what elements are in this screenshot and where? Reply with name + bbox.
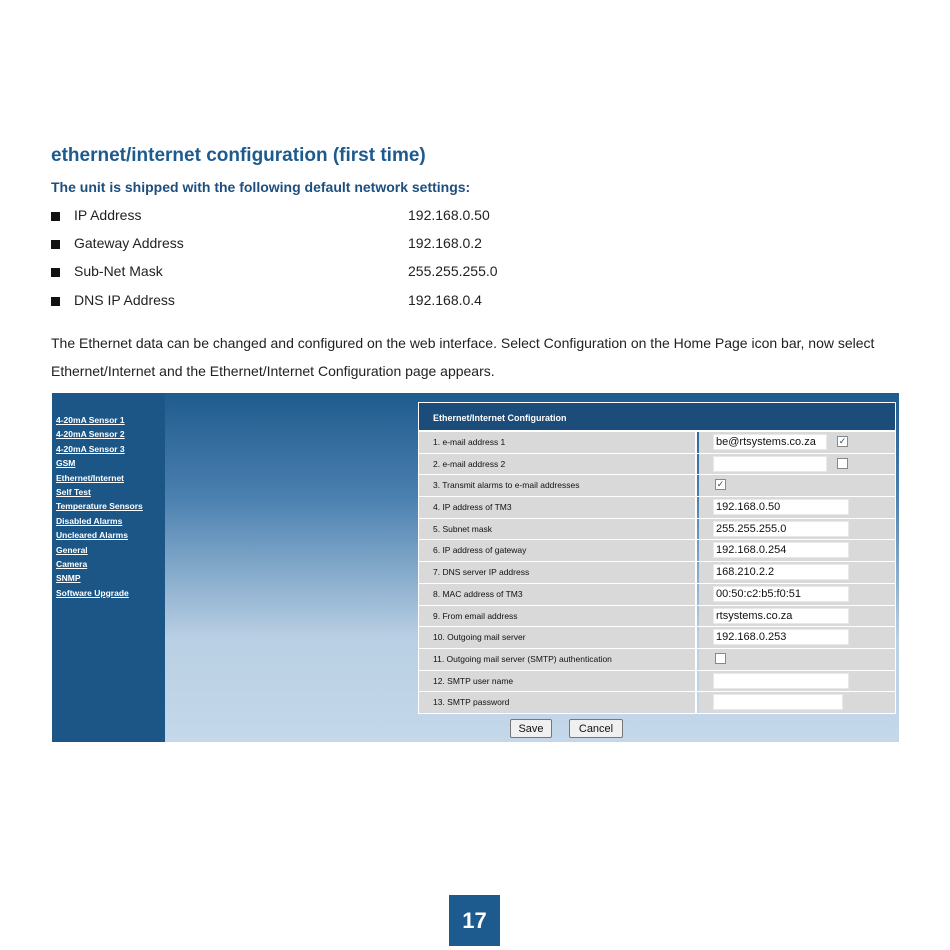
- transmit-alarms-checkbox[interactable]: ✓: [716, 479, 725, 490]
- config-row-email-2: [419, 454, 895, 476]
- sidebar-item-general[interactable]: General: [56, 544, 88, 555]
- setting-label: Gateway Address: [74, 235, 184, 251]
- row-value-cell: [699, 432, 895, 453]
- email-2-checkbox[interactable]: [837, 458, 848, 469]
- instructions-line-1: The Ethernet data can be changed and configured on the web interface. Select Configuration on the Home Page icon bar, now select: [51, 335, 875, 351]
- sidebar-item-self-test[interactable]: Self Test: [56, 486, 91, 497]
- sidebar-item-temperature[interactable]: Temperature Sensors: [56, 501, 143, 512]
- config-row-mac: [419, 584, 895, 606]
- row-value-cell: [699, 454, 895, 475]
- page-heading: ethernet/internet configuration (first time): [51, 145, 426, 166]
- row-label: 5. Subnet mask: [419, 519, 697, 540]
- setting-value: 255.255.255.0: [408, 263, 498, 279]
- save-button[interactable]: Save: [510, 719, 552, 738]
- dns-input[interactable]: 168.210.2.2: [713, 564, 849, 580]
- bullet-icon: [51, 240, 60, 249]
- sidebar-item-disabled-alarms[interactable]: Disabled Alarms: [56, 515, 123, 526]
- row-value-cell: [699, 606, 895, 627]
- config-row-smtp-user: [419, 671, 895, 693]
- email-2-input[interactable]: [713, 456, 827, 472]
- config-row-email-1: [419, 432, 895, 454]
- config-row-gateway: [419, 540, 895, 562]
- row-value-cell: [699, 475, 895, 496]
- sidebar-item-gsm[interactable]: GSM: [56, 458, 76, 469]
- row-label: 8. MAC address of TM3: [419, 584, 697, 605]
- page-number: 17: [449, 895, 500, 946]
- row-label: 7. DNS server IP address: [419, 562, 697, 583]
- config-row-transmit-alarms: [419, 475, 895, 497]
- smtp-password-input[interactable]: [713, 694, 843, 710]
- row-value-cell: [699, 649, 895, 670]
- row-value-cell: [699, 540, 895, 561]
- mail-server-input[interactable]: 192.168.0.253: [713, 629, 849, 645]
- row-label: 13. SMTP password: [419, 692, 697, 713]
- row-value-cell: [699, 497, 895, 518]
- defaults-intro: The unit is shipped with the following default network settings:: [51, 179, 471, 195]
- sidebar-item-ethernet[interactable]: Ethernet/Internet: [56, 472, 125, 483]
- config-row-subnet-mask: [419, 519, 895, 541]
- ip-address-input[interactable]: 192.168.0.50: [713, 499, 849, 515]
- sidebar-item-uncleared-alarms[interactable]: Uncleared Alarms: [56, 530, 128, 541]
- config-row-ip-address: [419, 497, 895, 519]
- sidebar-item-sensor-3[interactable]: 4-20mA Sensor 3: [56, 443, 125, 454]
- config-title: Ethernet/Internet Configuration: [419, 403, 895, 432]
- row-value-cell: [699, 692, 895, 713]
- setting-label: DNS IP Address: [74, 292, 175, 308]
- from-email-input[interactable]: rtsystems.co.za: [713, 608, 849, 624]
- sidebar-item-snmp[interactable]: SNMP: [56, 573, 81, 584]
- bullet-icon: [51, 268, 60, 277]
- row-label: 10. Outgoing mail server: [419, 627, 697, 648]
- row-label: 3. Transmit alarms to e-mail addresses: [419, 475, 697, 496]
- row-label: 12. SMTP user name: [419, 671, 697, 692]
- setting-value: 192.168.0.50: [408, 207, 490, 223]
- subnet-mask-input[interactable]: 255.255.255.0: [713, 521, 849, 537]
- row-label: 9. From email address: [419, 606, 697, 627]
- smtp-auth-checkbox[interactable]: [715, 653, 726, 664]
- sidebar-item-camera[interactable]: Camera: [56, 558, 88, 569]
- row-label: 2. e-mail address 2: [419, 454, 697, 475]
- sidebar-item-sensor-1[interactable]: 4-20mA Sensor 1: [56, 415, 125, 425]
- gateway-input[interactable]: 192.168.0.254: [713, 542, 849, 558]
- row-value-cell: [699, 519, 895, 540]
- sidebar-item-software-upgrade[interactable]: Software Upgrade: [56, 587, 129, 598]
- config-table: [418, 402, 896, 714]
- setting-label: Sub-Net Mask: [74, 263, 163, 279]
- row-value-cell: [699, 584, 895, 605]
- row-value-cell: [699, 627, 895, 648]
- email-1-checkbox[interactable]: ✓: [838, 436, 847, 446]
- config-row-from-email: [419, 606, 895, 628]
- setting-label: IP Address: [74, 207, 142, 223]
- row-label: 4. IP address of TM3: [419, 497, 697, 518]
- cancel-button[interactable]: Cancel: [569, 719, 623, 738]
- row-label: 6. IP address of gateway: [419, 540, 697, 561]
- config-row-smtp-auth: [419, 649, 895, 671]
- row-value-cell: [699, 562, 895, 583]
- setting-value: 192.168.0.2: [408, 235, 482, 251]
- config-row-smtp-password: [419, 692, 895, 713]
- row-value-cell: [699, 671, 895, 692]
- email-1-input[interactable]: be@rtsystems.co.za: [713, 434, 827, 450]
- config-screenshot: [52, 393, 899, 742]
- sidebar: [52, 393, 165, 742]
- row-label: 11. Outgoing mail server (SMTP) authentication: [419, 649, 697, 670]
- bullet-icon: [51, 212, 60, 221]
- sidebar-item-sensor-2[interactable]: 4-20mA Sensor 2: [56, 429, 125, 440]
- setting-value: 192.168.0.4: [408, 292, 482, 308]
- bullet-icon: [51, 297, 60, 306]
- row-label: 1. e-mail address 1: [419, 432, 697, 453]
- mac-address-input[interactable]: 00:50:c2:b5:f0:51: [713, 586, 849, 602]
- instructions-line-2: Ethernet/Internet and the Ethernet/Internet Configuration page appears.: [51, 363, 495, 379]
- config-row-mail-server: [419, 627, 895, 649]
- smtp-user-input[interactable]: [713, 673, 849, 689]
- config-row-dns: [419, 562, 895, 584]
